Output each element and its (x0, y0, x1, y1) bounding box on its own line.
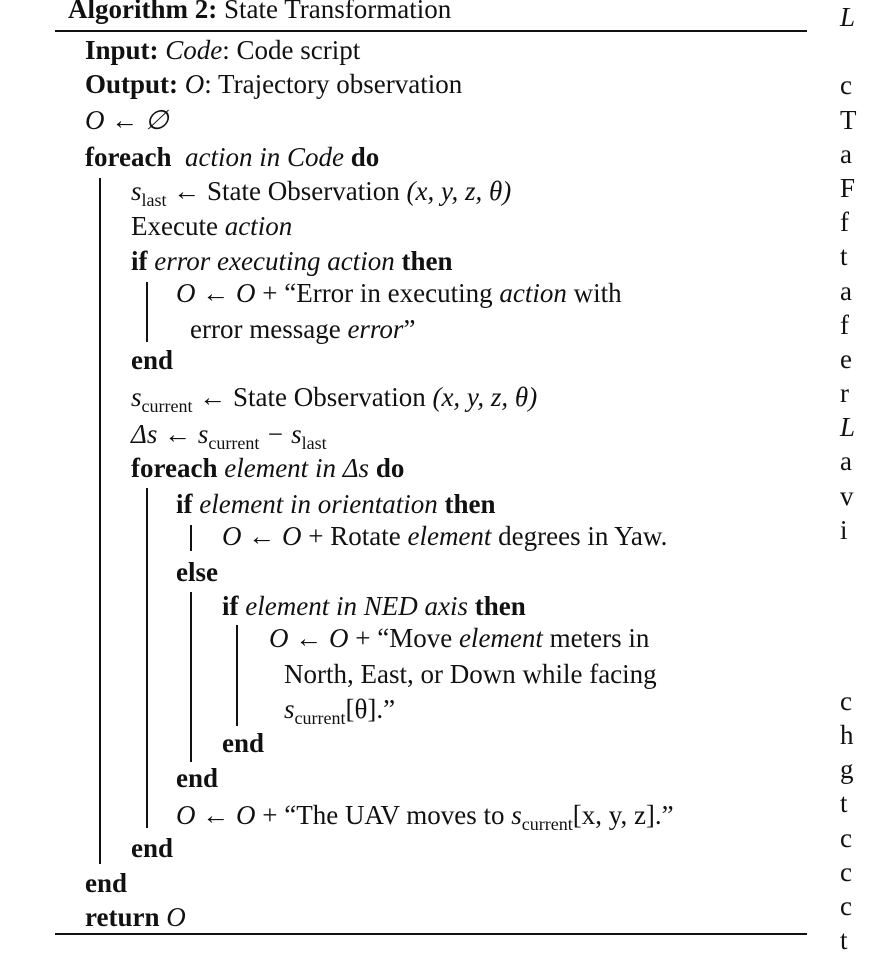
if-error-cond-b: action (327, 246, 395, 276)
if-error-cond-a: error executing (154, 246, 321, 276)
move-line3-var: s (284, 694, 295, 724)
return-keyword: return (85, 902, 160, 932)
move-var: element (458, 623, 543, 653)
error-lhs: O ← O (176, 278, 256, 308)
right-column-fragment: T (840, 104, 857, 135)
init-line: O ← ∅ (85, 105, 169, 135)
right-column-fragment: i (840, 514, 848, 545)
right-column-fragment: c (840, 822, 852, 853)
uav-plus: + “The UAV moves to (255, 800, 512, 830)
input-line (85, 33, 360, 67)
bottom-rule (55, 933, 807, 935)
end-if-ned: end (222, 728, 265, 758)
delta-lhs: Δs ← s (131, 419, 209, 449)
error-tail: with (566, 278, 622, 308)
output-var: O (184, 69, 205, 99)
move-tail: meters in (542, 623, 650, 653)
delta-sub1: current (208, 433, 260, 453)
return-var: O (166, 902, 186, 932)
if3-keyword: if (222, 591, 239, 621)
foreach2-keyword: foreach (131, 453, 218, 483)
if-orientation-bar (190, 525, 192, 551)
scurrent-rest: ← State Observation (192, 382, 433, 412)
caption-label: Algorithm 2: (68, 0, 218, 24)
right-column-fragment (840, 547, 870, 581)
right-column-fragment: L (840, 2, 856, 32)
error-line2-var: error (347, 314, 404, 344)
output-desc: : Trajectory observation (204, 69, 463, 99)
scurrent-line (131, 380, 537, 414)
end-foreach-element: end (131, 833, 174, 863)
execute-var: action (224, 211, 293, 241)
if2-cond-a: element (199, 489, 284, 519)
right-column-fragment: e (840, 343, 852, 374)
rotate-var: element (407, 521, 492, 551)
right-column-fragment: a (840, 138, 852, 169)
if-keyword: if (131, 246, 148, 276)
slast-rest: ← State Observation (166, 176, 407, 206)
right-column-fragment: a (840, 275, 852, 306)
delta-sub2: last (301, 433, 327, 453)
rotate-lhs: O ← O (222, 521, 302, 551)
error-var: action (499, 278, 567, 308)
input-desc: : Code script (222, 35, 361, 65)
move-line3-sub: current (294, 708, 346, 728)
end-foreach-action: end (85, 868, 128, 898)
foreach-action-line (85, 140, 379, 174)
right-column-fragment: c (840, 856, 852, 887)
return-line (85, 900, 186, 934)
algorithm-caption (68, 0, 451, 25)
if2-cond-b: in orientation (289, 489, 438, 519)
if3-cond-a: element (245, 591, 330, 621)
if-error-line (131, 244, 452, 278)
right-column-fragment: g (840, 754, 854, 785)
right-column-fragment: t (840, 241, 848, 272)
foreach2-cond: element in (224, 453, 336, 483)
move-line-1 (269, 621, 649, 655)
else-keyword: else (176, 557, 218, 587)
move-line3-tail: [θ].” (345, 694, 396, 724)
delta-line (131, 417, 327, 451)
right-column-fragments (840, 0, 870, 956)
scurrent-sub: current (141, 396, 193, 416)
right-column-fragment (840, 650, 870, 684)
right-column-fragment: L (840, 412, 856, 443)
right-column-fragment (840, 581, 870, 615)
input-var: Code (165, 35, 223, 65)
else-bar (190, 592, 192, 762)
slast-sub: last (141, 190, 167, 210)
do-keyword: do (350, 142, 380, 172)
then2-keyword: then (444, 489, 496, 519)
top-rule (55, 30, 807, 32)
if2-keyword: if (176, 489, 193, 519)
foreach2-delta: Δs (335, 453, 376, 483)
uav-var: s (511, 800, 522, 830)
execute-text: Execute (131, 211, 225, 241)
right-column-fragment: t (840, 788, 848, 819)
end-if-orientation: end (176, 763, 219, 793)
rotate-line (222, 519, 667, 553)
if3-cond-b: in NED axis (335, 591, 468, 621)
uav-line (176, 798, 674, 832)
input-keyword: Input: (85, 35, 159, 65)
if-error-bar (146, 282, 148, 342)
right-column-fragment (840, 615, 870, 649)
caption-title: State Transformation (223, 0, 452, 24)
right-column-fragment: v (840, 480, 854, 511)
if-ned-line (222, 589, 526, 623)
right-column-fragment: c (840, 70, 852, 101)
slast-line (131, 174, 511, 208)
foreach-inner-bar (146, 488, 148, 828)
error-line-2 (190, 312, 415, 346)
then-keyword: then (401, 246, 453, 276)
scurrent-var: s (131, 382, 142, 412)
slast-tuple: (x, y, z, θ) (406, 176, 512, 206)
execute-line (131, 209, 292, 243)
do2-keyword: do (375, 453, 405, 483)
error-plus: + “Error in executing (255, 278, 500, 308)
uav-sub: current (521, 814, 573, 834)
uav-lhs: O ← O (176, 800, 256, 830)
scurrent-tuple: (x, y, z, θ) (432, 382, 538, 412)
end-if-error: end (131, 345, 174, 375)
error-line2-close: ” (403, 314, 416, 344)
move-line-2: North, East, or Down while facing (284, 659, 657, 689)
foreach-outer-bar (99, 178, 101, 864)
if-orientation-line (176, 487, 495, 521)
rotate-tail: degrees in Yaw. (491, 521, 668, 551)
foreach-keyword: foreach (85, 142, 172, 172)
right-column-fragment: f (840, 207, 849, 238)
right-column-fragment: c (840, 685, 852, 716)
right-column-fragment: h (840, 719, 854, 750)
right-column-fragment: a (840, 446, 852, 477)
right-column-fragment: f (840, 309, 849, 340)
error-line-1 (176, 276, 622, 310)
right-column-fragment: F (840, 172, 856, 203)
uav-tail: [x, y, z].” (572, 800, 674, 830)
foreach-condition: action in Code (184, 142, 344, 172)
then3-keyword: then (474, 591, 526, 621)
right-column-fragment: t (840, 925, 848, 956)
delta-mid: − s (259, 419, 302, 449)
right-column-fragment: r (840, 378, 849, 409)
output-line (85, 67, 462, 101)
error-line2-text: error message (190, 314, 348, 344)
if-ned-bar (236, 625, 238, 726)
slast-var: s (131, 176, 142, 206)
move-plus: + “Move (348, 623, 459, 653)
rotate-plus: + Rotate (301, 521, 408, 551)
foreach-element-line (131, 451, 404, 485)
move-line-3 (284, 692, 395, 726)
move-lhs: O ← O (269, 623, 349, 653)
right-column-fragment: c (840, 890, 852, 921)
right-column-fragment (840, 34, 870, 68)
output-keyword: Output: (85, 69, 179, 99)
